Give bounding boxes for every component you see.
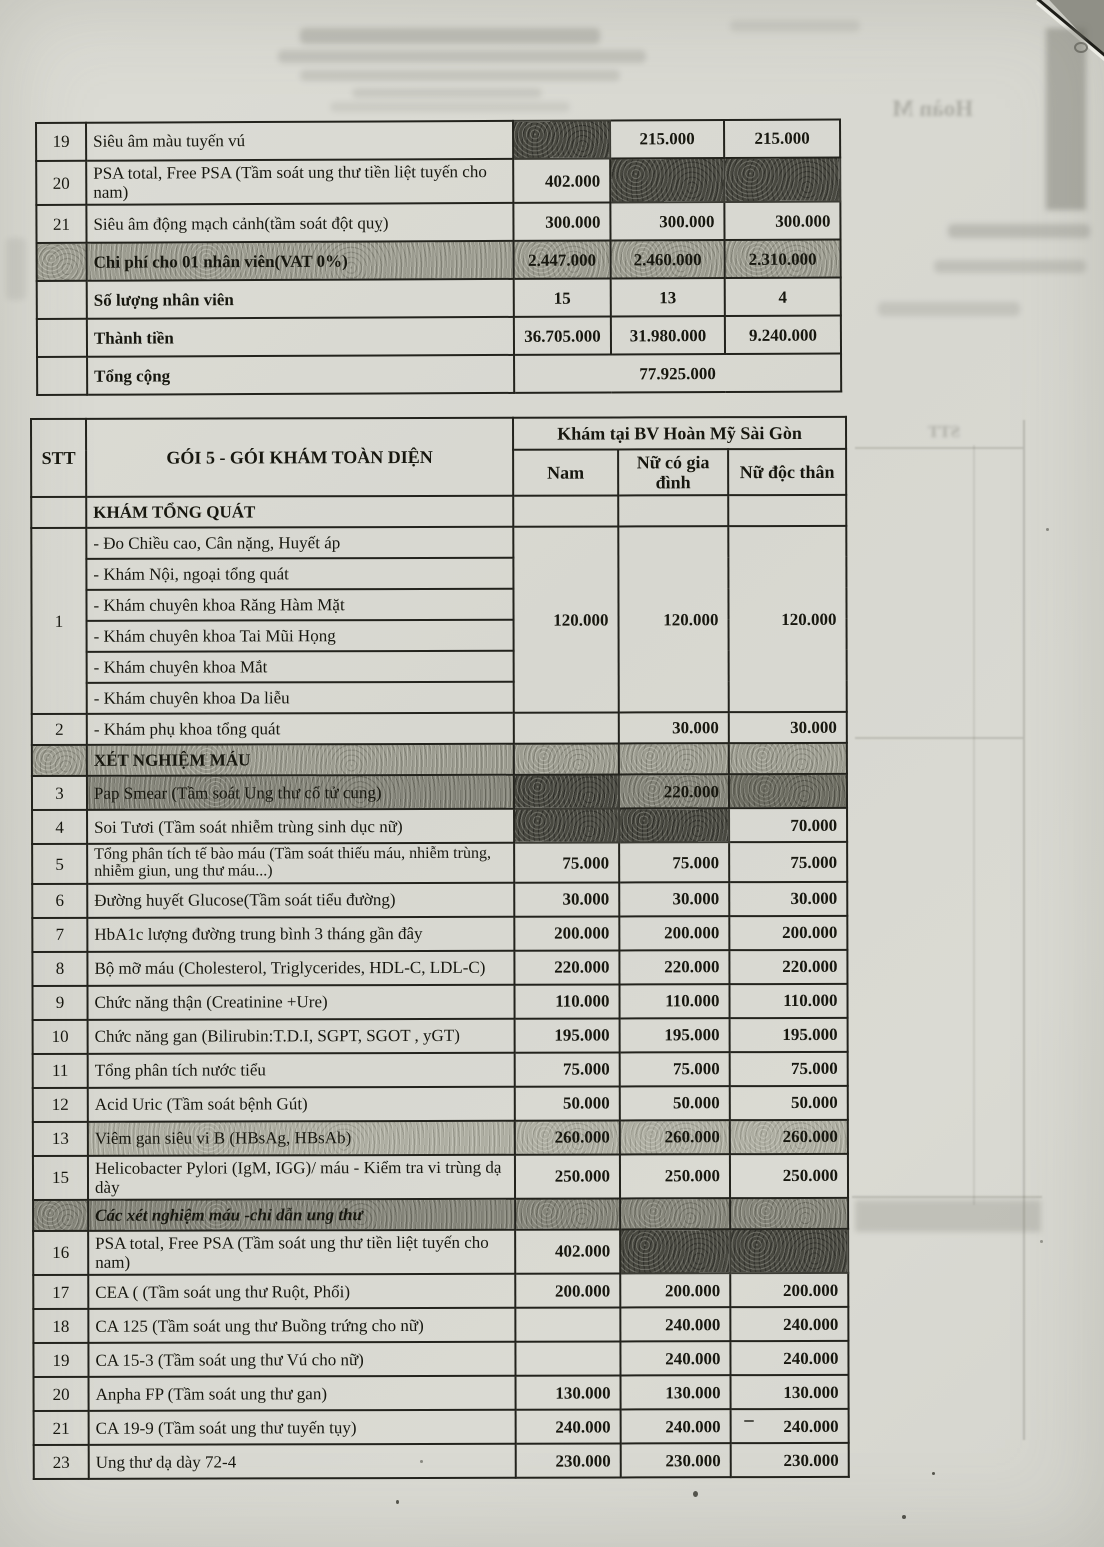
stt-cell: 18: [33, 1309, 88, 1343]
price-cell: 220.000: [619, 774, 729, 808]
section-header-blood-tests: XÉT NGHIỆM MÁU: [87, 744, 514, 776]
stt-cell: [32, 745, 87, 776]
ghost-table-line: [973, 445, 975, 1205]
service-name-cell: Viêm gan siêu vi B (HBsAg, HBsAb): [88, 1121, 515, 1156]
price-cell: 130.000: [731, 1375, 849, 1409]
price-cell: [730, 1198, 848, 1229]
price-cell: [514, 744, 619, 775]
table-row: [31, 526, 846, 559]
table-row: [33, 1341, 848, 1377]
dust-speck: [744, 1420, 754, 1422]
table-row: [34, 1409, 849, 1445]
stt-cell: 20: [34, 1377, 89, 1411]
stt-cell: 12: [33, 1088, 88, 1122]
price-cell: 50.000: [730, 1086, 848, 1120]
stt-cell: 1: [31, 528, 86, 714]
stt-cell: 23: [34, 1445, 89, 1479]
table-row: [32, 712, 847, 745]
price-cell: [729, 743, 847, 774]
stt-cell: [37, 243, 87, 281]
price-cell: 240.000: [730, 1341, 848, 1375]
service-name-cell: PSA total, Free PSA (Tầm soát ung thư tiền liệt tuyến cho nam): [88, 1230, 515, 1275]
stt-cell: 7: [32, 918, 87, 952]
table-row: [33, 1052, 848, 1088]
price-cell: 120.000: [513, 527, 618, 713]
price-cell: 75.000: [729, 842, 847, 882]
employee-count-label: Số lượng nhân viên: [87, 279, 514, 319]
service-name-cell: Chức năng thận (Creatinine +Ure): [87, 985, 514, 1020]
service-name-cell: Siêu âm màu tuyến vú: [86, 121, 513, 161]
stt-cell: 9: [32, 986, 87, 1020]
service-name-cell: Anpha FP (Tầm soát ung thư gan): [89, 1376, 516, 1411]
redacted-cell: [724, 157, 840, 202]
price-cell: 30.000: [619, 712, 729, 743]
ghost-table-line: [1023, 420, 1025, 1440]
stt-cell: 2: [32, 714, 87, 745]
stt-cell: 20: [36, 161, 86, 205]
bleed-through-smudge: [278, 50, 646, 63]
count-cell: 4: [725, 278, 841, 317]
table-row: [33, 1307, 848, 1343]
table-row: [36, 119, 840, 161]
redacted-cell: [514, 809, 619, 843]
table-row: [32, 916, 847, 952]
service-name-cell: - Đo Chiều cao, Cân nặng, Huyết áp: [86, 527, 513, 559]
service-name-cell: - Khám phụ khoa tổng quát: [87, 713, 514, 745]
price-cell: 30.000: [619, 882, 729, 916]
redacted-cell: [620, 1229, 730, 1273]
service-name-cell: - Khám chuyên khoa Răng Hàm Mặt: [86, 589, 513, 621]
stt-cell: 19: [33, 1343, 88, 1377]
redacted-cell: [729, 774, 847, 808]
dust-speck: [396, 1500, 399, 1504]
price-cell: 220.000: [729, 950, 847, 984]
ghost-stamp-text: Hoàn M: [892, 96, 974, 121]
service-name-cell: Chức năng gan (Bilirubin:T.D.I, SGPT, SGOT , yGT): [88, 1019, 515, 1054]
stt-cell: 11: [33, 1054, 88, 1088]
price-cell: [514, 713, 619, 744]
grand-total-label: Tổng cộng: [87, 355, 514, 395]
service-name-cell: Acid Uric (Tầm soát bệnh Gút): [88, 1087, 515, 1122]
price-cell: 300.000: [724, 202, 840, 241]
service-name-cell: CA 125 (Tầm soát ung thư Buồng trứng cho nữ): [88, 1308, 515, 1343]
stt-cell: 8: [32, 952, 87, 986]
section-row: [33, 1198, 848, 1231]
package-table: [30, 416, 850, 1480]
stt-cell: [37, 319, 87, 357]
amount-cell: 9.240.000: [725, 316, 841, 355]
clinic-header: Khám tại BV Hoàn Mỹ Sài Gòn: [513, 417, 846, 450]
table-header-row: [31, 417, 846, 451]
price-cell: 130.000: [516, 1375, 621, 1409]
redacted-cell: [513, 120, 610, 158]
service-name-cell: PSA total, Free PSA (Tầm soát ung thư tiền liệt tuyến cho nam): [86, 159, 513, 205]
table-row: [37, 354, 841, 396]
stt-cell: [37, 281, 87, 319]
price-cell: 402.000: [515, 1229, 620, 1273]
price-cell: 300.000: [513, 203, 610, 241]
price-cell: 200.000: [730, 1273, 848, 1307]
price-cell: 240.000: [730, 1307, 848, 1341]
table-row: [34, 1375, 849, 1411]
price-cell: 220.000: [514, 950, 619, 984]
bleed-through-smudge: [300, 70, 620, 81]
bleed-through-smudge: [330, 102, 570, 112]
package-title: GÓI 5 - GÓI KHÁM TOÀN DIỆN: [86, 418, 513, 497]
stt-header: STT: [31, 419, 86, 497]
price-cell: 120.000: [618, 526, 728, 712]
price-cell: 250.000: [515, 1154, 620, 1198]
service-name-cell: Siêu âm động mạch cảnh(tầm soát đột quỵ): [86, 203, 513, 243]
price-cell: 200.000: [619, 916, 729, 950]
section-header-general: KHÁM TỔNG QUÁT: [86, 496, 513, 528]
stt-cell: 15: [33, 1156, 88, 1200]
table-row: [34, 1443, 849, 1479]
table-row: [33, 1018, 848, 1054]
service-name-cell: Tổng phân tích tế bào máu (Tầm soát thiếu máu, nhiễm trùng, nhiễm giun, ung thư máu...): [87, 843, 514, 884]
stt-cell: 17: [33, 1275, 88, 1309]
price-cell: 200.000: [620, 1273, 730, 1307]
price-cell: 50.000: [620, 1086, 730, 1120]
redacted-cell: [730, 1229, 848, 1273]
table-row: [33, 1154, 848, 1200]
ghost-stt-text: STT: [928, 422, 961, 441]
stt-cell: 19: [36, 123, 86, 161]
count-cell: 13: [611, 278, 725, 316]
price-cell: 250.000: [620, 1154, 730, 1198]
section-row: [31, 495, 846, 528]
price-cell: 75.000: [619, 842, 729, 882]
service-name-cell: Đường huyết Glucose(Tầm soát tiểu đường): [87, 883, 514, 918]
price-cell: 260.000: [730, 1120, 848, 1154]
service-name-cell: Soi Tươi (Tầm soát nhiễm trùng sinh dục nữ): [87, 809, 514, 844]
price-cell: 195.000: [620, 1018, 730, 1052]
stt-cell: 5: [32, 844, 87, 884]
amount-cell: 36.705.000: [514, 317, 611, 355]
price-cell: 195.000: [730, 1018, 848, 1052]
price-cell: 75.000: [730, 1052, 848, 1086]
cost-per-employee-label: Chi phí cho 01 nhân viên(VAT 0%): [87, 241, 514, 281]
service-name-cell: - Khám Nội, ngoại tổng quát: [86, 558, 513, 590]
price-cell: 75.000: [620, 1052, 730, 1086]
price-cell: [618, 495, 728, 526]
summary-table: [35, 118, 842, 396]
bleed-through-smudge: [352, 88, 542, 98]
stt-cell: 16: [33, 1231, 88, 1275]
price-cell: 230.000: [621, 1443, 731, 1477]
column-header-nu-gia-dinh: Nữ có gia đình: [618, 449, 728, 496]
bleed-through-smudge: [300, 28, 600, 44]
price-cell: 75.000: [514, 843, 619, 883]
table-row: [37, 316, 841, 358]
table-row: [37, 278, 841, 320]
price-cell: [515, 1307, 620, 1341]
service-name-cell: - Khám chuyên khoa Tai Mũi Họng: [87, 620, 514, 652]
amount-cell: 31.980.000: [611, 316, 725, 354]
subtotal-label: Thành tiền: [87, 317, 514, 357]
dust-speck: [1040, 1240, 1043, 1243]
bleed-through-smudge: [6, 238, 26, 300]
stt-cell: [31, 497, 86, 528]
stt-cell: [33, 1200, 88, 1231]
table-row: [32, 842, 847, 884]
table-row: [36, 157, 840, 205]
stt-cell: 4: [32, 810, 87, 844]
service-name-cell: Pap Smear (Tầm soát Ung thư cổ tử cung): [87, 775, 514, 810]
price-cell: [513, 496, 618, 527]
stt-cell: [37, 357, 87, 395]
price-cell: [515, 1198, 620, 1229]
bleed-through-smudge: [934, 260, 1086, 273]
price-cell: 30.000: [729, 882, 847, 916]
table-row: [33, 1273, 848, 1309]
price-cell: 110.000: [729, 984, 847, 1018]
table-row: [33, 1229, 848, 1275]
service-name-cell: CA 15-3 (Tầm soát ung thư Vú cho nữ): [88, 1342, 515, 1377]
stt-cell: 21: [34, 1411, 89, 1445]
price-cell: [728, 495, 846, 526]
stt-cell: 3: [32, 776, 87, 810]
service-name-cell: CEA ( (Tầm soát ung thư Ruột, Phổi): [88, 1274, 515, 1309]
bleed-through-band: [1046, 28, 1086, 210]
table-row: [33, 1120, 848, 1156]
price-cell: 240.000: [516, 1409, 621, 1443]
stt-cell: 21: [36, 205, 86, 243]
price-cell: 70.000: [729, 808, 847, 842]
grand-total-cell: 77.925.000: [514, 354, 841, 393]
stt-cell: 10: [33, 1020, 88, 1054]
price-cell: 230.000: [731, 1443, 849, 1477]
price-cell: 240.000: [621, 1409, 731, 1443]
price-cell: 240.000: [620, 1341, 730, 1375]
redacted-cell: [514, 775, 619, 809]
dust-speck: [693, 1491, 698, 1497]
price-cell: 215.000: [724, 119, 840, 158]
price-cell: 2.460.000: [611, 240, 725, 278]
price-cell: 130.000: [621, 1375, 731, 1409]
dust-speck: [932, 1472, 935, 1475]
price-cell: 30.000: [729, 712, 847, 743]
price-cell: 110.000: [514, 984, 619, 1018]
service-name-cell: CA 19-9 (Tầm soát ung thư tuyến tụy): [89, 1410, 516, 1445]
service-name-cell: Bộ mỡ máu (Cholesterol, Triglycerides, HDL-C, LDL-C): [87, 951, 514, 986]
ghost-table-line: [855, 737, 1023, 739]
ghost-table-line: [852, 1196, 1042, 1198]
dust-speck: [902, 1515, 906, 1519]
price-cell: 260.000: [515, 1120, 620, 1154]
redacted-cell: [610, 158, 724, 203]
price-cell: 200.000: [514, 916, 619, 950]
price-cell: 240.000: [620, 1307, 730, 1341]
price-cell: 200.000: [515, 1273, 620, 1307]
price-cell: 402.000: [513, 158, 610, 202]
price-cell: 2.447.000: [514, 241, 611, 279]
ghost-shaded-row: [855, 1200, 1041, 1232]
price-cell: 110.000: [619, 984, 729, 1018]
price-cell: 2.310.000: [725, 240, 841, 279]
price-cell: 230.000: [516, 1443, 621, 1477]
service-name-cell: HbA1c lượng đường trung bình 3 tháng gần đây: [87, 917, 514, 952]
stt-cell: 13: [33, 1122, 88, 1156]
price-cell: [620, 1198, 730, 1229]
table-row: [32, 774, 847, 810]
table-row: [36, 202, 840, 244]
service-name-cell: - Khám chuyên khoa Mắt: [87, 651, 514, 683]
bleed-through-smudge: [878, 302, 1020, 316]
price-cell: 250.000: [730, 1154, 848, 1198]
stt-cell: 6: [32, 884, 87, 918]
column-header-nam: Nam: [513, 449, 618, 496]
price-cell: 220.000: [619, 950, 729, 984]
table-row: [37, 240, 841, 282]
redacted-cell: [619, 808, 729, 842]
column-header-nu-doc-than: Nữ độc thân: [728, 449, 846, 496]
table-row: [32, 984, 847, 1020]
section-row: [32, 743, 847, 776]
price-cell: 300.000: [610, 202, 724, 240]
price-cell: 200.000: [729, 916, 847, 950]
service-name-cell: - Khám chuyên khoa Da liễu: [87, 682, 514, 714]
price-cell: 240.000: [731, 1409, 849, 1443]
bleed-through-smudge: [730, 20, 860, 32]
price-cell: 30.000: [514, 882, 619, 916]
price-cell: [619, 743, 729, 774]
price-cell: 75.000: [515, 1052, 620, 1086]
section-header-cancer-markers: Các xét nghiệm máu -chỉ dẫn ung thư: [88, 1199, 515, 1231]
table-row: [32, 950, 847, 986]
price-cell: 50.000: [515, 1086, 620, 1120]
price-cell: 120.000: [728, 526, 846, 712]
price-cell: 260.000: [620, 1120, 730, 1154]
service-name-cell: Helicobacter Pylori (IgM, IGG)/ máu - Kiểm tra vi trùng dạ dày: [88, 1155, 515, 1200]
ghost-table-line: [855, 447, 1023, 449]
price-cell: [515, 1341, 620, 1375]
table-row: [33, 1086, 848, 1122]
dust-speck: [420, 1460, 423, 1463]
table-row: [32, 882, 847, 918]
service-name-cell: Tổng phân tích nước tiểu: [88, 1053, 515, 1088]
table-row: [32, 808, 847, 844]
price-cell: 195.000: [515, 1018, 620, 1052]
service-name-cell: Ung thư dạ dày 72-4: [89, 1444, 516, 1479]
count-cell: 15: [514, 279, 611, 317]
price-cell: 215.000: [610, 120, 724, 158]
bleed-through-smudge: [948, 224, 1090, 238]
dust-speck: [1046, 528, 1049, 531]
